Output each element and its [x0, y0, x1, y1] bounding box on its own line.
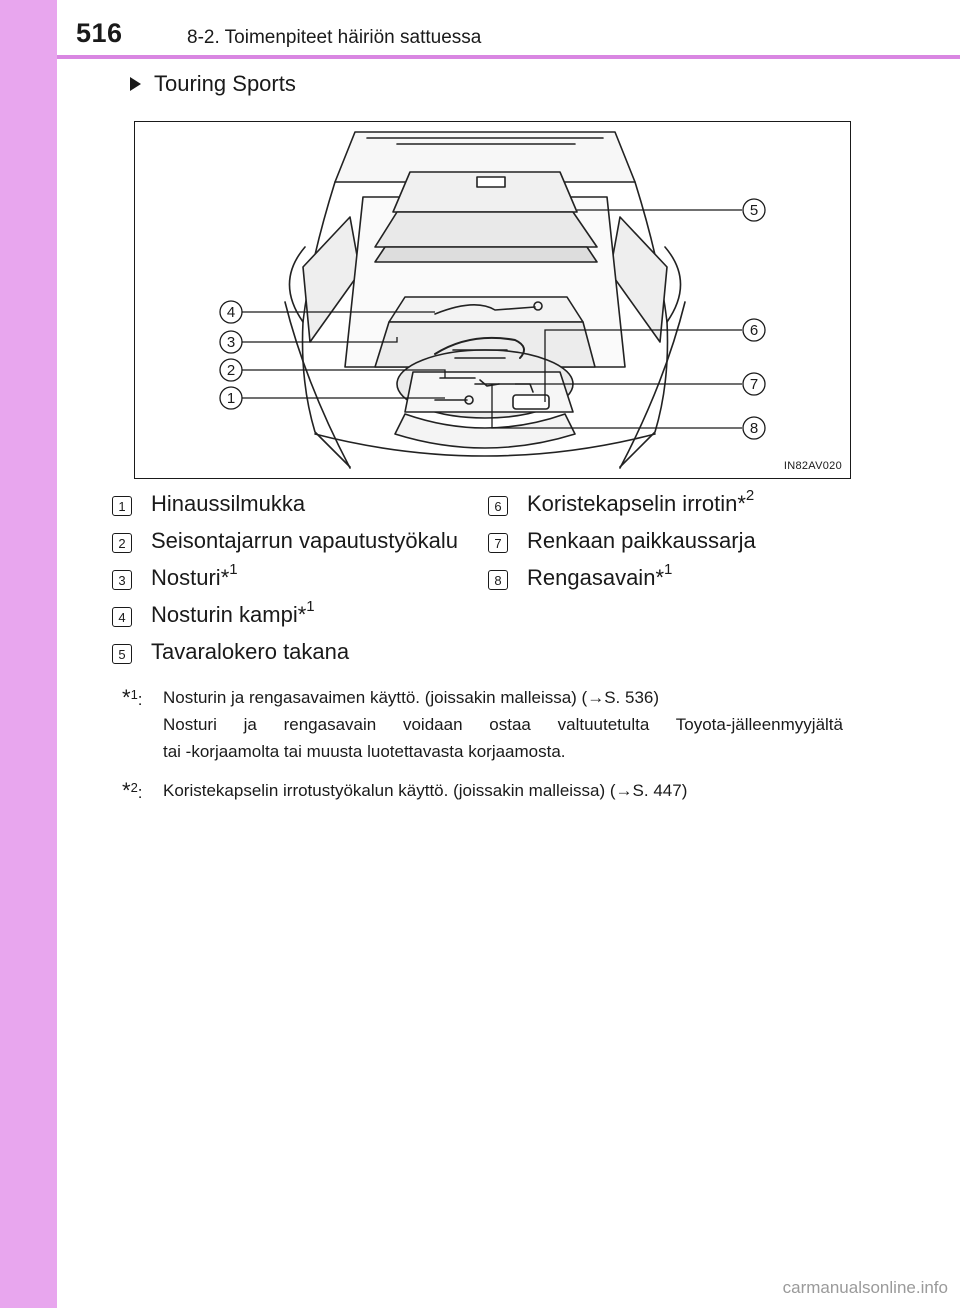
legend-item [488, 561, 673, 591]
legend-label: Seisontajarrun vapautustyökalu [151, 528, 458, 553]
legend-number: 3 [112, 570, 132, 590]
legend-label: Nosturi [151, 565, 221, 590]
header-rule [57, 55, 960, 59]
legend-number: 2 [112, 533, 132, 553]
legend-note: 1 [664, 561, 673, 578]
callout-8 [743, 417, 765, 439]
section-title: 8-2. Toimenpiteet häiriön sattuessa [187, 27, 482, 48]
callout-4-number: 4 [226, 304, 236, 321]
callout-6 [743, 319, 765, 341]
footnote-marker: *$^2$: [122, 778, 143, 803]
footnote-line: Nosturi ja rengasavain voidaan ostaa valtuutetulta Toyota-jälleenmyyjältä [163, 715, 843, 734]
legend-number: 1 [112, 496, 132, 516]
footnote-text [163, 777, 843, 804]
footnote-marker: *$^1$: [122, 685, 143, 710]
callout-4 [220, 301, 242, 323]
legend-number: 5 [112, 644, 132, 664]
legend-label: Tavaralokero takana [151, 639, 350, 664]
callout-2-number: 2 [226, 362, 236, 379]
legend-item [112, 491, 305, 517]
legend-number: 6 [488, 496, 508, 516]
callout-3 [220, 331, 242, 353]
callout-1 [220, 387, 242, 409]
legend-item [488, 528, 756, 554]
triangle-bullet-icon [130, 77, 141, 91]
footnote-star: * [737, 491, 746, 516]
legend-label: Hinaussilmukka [151, 491, 306, 516]
footnote-line: tai -korjaamolta tai muusta luotettavasta korjaamosta. [163, 742, 566, 761]
callout-5 [743, 199, 765, 221]
legend-item [112, 598, 315, 628]
legend-note: 2 [745, 487, 755, 504]
legend-note: 1 [306, 598, 315, 615]
callout-5-number: 5 [749, 202, 759, 219]
callout-2 [220, 359, 242, 381]
callout-6-number: 6 [749, 322, 759, 339]
callout-3-number: 3 [226, 334, 236, 351]
legend-label: Rengasavain [527, 565, 656, 590]
variant-label: Touring Sports [154, 71, 296, 96]
footnote-star: * [297, 602, 307, 627]
watermark: carmanualsonline.info [782, 1278, 948, 1297]
page-number: 516 [76, 18, 123, 48]
callout-8-number: 8 [749, 420, 759, 437]
legend-number: 7 [488, 533, 508, 553]
variant-heading [130, 71, 296, 97]
callout-7-number: 7 [749, 376, 759, 393]
footnote-star: * [655, 565, 664, 590]
legend-item [112, 528, 458, 554]
legend-label: Koristekapselin irrotin [527, 491, 738, 516]
legend-label: Nosturin kampi [151, 602, 298, 627]
legend-number: 4 [112, 607, 132, 627]
footnote-star: * [220, 565, 230, 590]
page-sidebar-tab [0, 0, 57, 1308]
callout-7 [743, 373, 765, 395]
legend-item [112, 639, 349, 665]
legend-item [488, 487, 755, 517]
footnote-text [163, 684, 843, 765]
trunk-tools-figure [134, 121, 851, 479]
legend-number: 8 [488, 570, 508, 590]
footnote-line: Koristekapselin irrotustyökalun käyttö. (joissakin malleissa) (→S. 447) [163, 781, 688, 800]
footnote-line: Nosturin ja rengasavaimen käyttö. (joissakin malleissa) (→S. 536) [163, 688, 660, 707]
figure-code: IN82AV020 [783, 460, 842, 472]
legend-label: Renkaan paikkaussarja [527, 528, 756, 553]
legend-item [112, 561, 238, 591]
legend-note: 1 [229, 561, 238, 578]
callout-1-number: 1 [226, 390, 236, 407]
trunk-illustration [135, 122, 850, 478]
